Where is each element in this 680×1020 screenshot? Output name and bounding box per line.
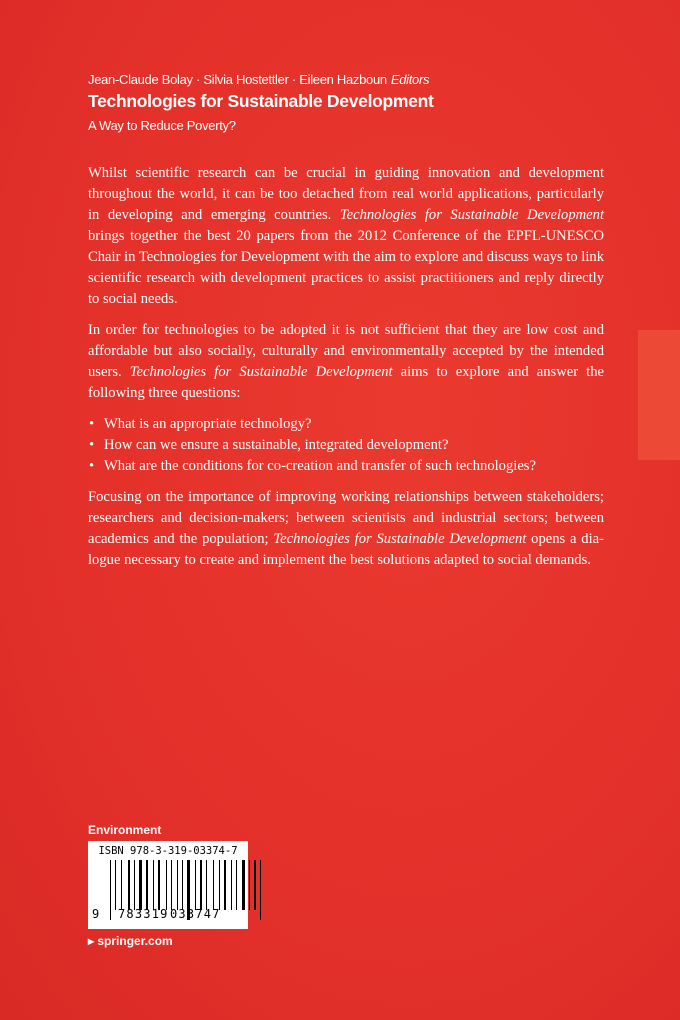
barcode-bar — [204, 860, 205, 910]
book-subtitle: A Way to Reduce Poverty? — [88, 118, 236, 133]
barcode-bar — [254, 860, 256, 910]
barcode-bar — [260, 860, 261, 920]
category-label: Environment — [88, 823, 162, 837]
barcode-bar — [192, 860, 194, 910]
barcode-digits-left: 783319 — [118, 907, 169, 921]
barcode-bar — [110, 860, 111, 920]
barcode-bar — [132, 860, 133, 910]
paragraph-3 — [88, 487, 604, 571]
barcode-bar — [247, 860, 248, 910]
list-item: • What is an appropriate technology? — [104, 414, 604, 435]
barcode-bar — [222, 860, 223, 910]
blurb — [88, 163, 604, 581]
text-italic: Technologies for Sustainable Development — [339, 207, 605, 223]
barcode-bar — [166, 860, 167, 910]
barcode-bar — [258, 860, 259, 910]
barcode-bar — [121, 860, 122, 910]
list-item: • How can we ensure a sustainable, integrated development? — [104, 435, 604, 456]
text: Focusing on the importance of improving working relationships between stakeholders; researchers and decision-makers; between scientists and industrial sectors; between academics and the population; — [88, 489, 604, 547]
barcode-bar — [239, 860, 241, 910]
barcode-bar — [195, 860, 196, 910]
barcode-bar — [182, 860, 183, 910]
barcode-bar — [216, 860, 218, 910]
barcode-bar — [156, 860, 157, 910]
text: opens a dialogue necessary to create and implement the best solutions adapted to social demands. — [88, 531, 605, 568]
barcode — [88, 841, 248, 929]
barcode-bar — [200, 860, 202, 910]
spine-tab — [638, 330, 680, 460]
barcode-bar — [169, 860, 170, 910]
barcode-bar — [144, 860, 145, 910]
text: aims to explore and answer the following three questions: — [88, 364, 605, 401]
isbn-text: ISBN 978-3-319-03374-7 — [98, 845, 238, 857]
list-item: • What are the conditions for co-creation and transfer of such technologies? — [104, 456, 604, 477]
barcode-bar — [236, 860, 237, 910]
barcode-bar — [224, 860, 226, 910]
text-italic: Technologies for Sustainable Development — [273, 531, 527, 547]
barcode-bar — [174, 860, 176, 910]
barcode-bar — [153, 860, 154, 910]
barcode-bar — [209, 860, 212, 910]
barcode-digit-first: 9 — [92, 907, 100, 921]
barcode-bar — [219, 860, 220, 910]
text: brings together the best 20 papers from the 2012 Conference of the EPFL-UNESCO Chair in Technologies for Development with the aim to explore and discuss ways to link scientific research with development practices to assist practitioners and reply directly to social needs. — [88, 228, 604, 307]
editors — [88, 72, 434, 87]
text: Whilst scientific research can be crucial in guiding innovation and development throughout the world, it can be too detached from real world applications, particularly in developing and emerging countries. — [88, 165, 604, 223]
barcode-bar — [128, 860, 130, 910]
book-title: Technologies for Sustainable Development — [88, 91, 434, 111]
barcode-bar — [206, 860, 207, 910]
barcode-bar — [249, 860, 250, 910]
barcode-bar — [242, 860, 245, 910]
barcode-bar — [118, 860, 120, 910]
barcode-bar — [150, 860, 152, 910]
barcode-bar — [198, 860, 199, 910]
barcode-bar — [213, 860, 214, 910]
barcode-bar — [162, 860, 165, 910]
barcode-bar — [139, 860, 142, 910]
barcode-bar — [146, 860, 148, 910]
barcode-bar — [137, 860, 138, 910]
question-list — [88, 414, 604, 477]
barcode-bar — [171, 860, 172, 910]
editors-names: Jean-Claude Bolay · Silvia Hostettler · Eileen Hazboun — [88, 72, 387, 87]
paragraph-1 — [88, 163, 604, 310]
text: In order for technologies to be adopted it is not sufficient that they are low cost and affordable but also socially, culturally and environmentally accepted by the intended users. — [88, 322, 604, 380]
barcode-bar — [263, 860, 264, 920]
editors-role: Editors — [390, 72, 430, 87]
barcode-bar — [231, 860, 232, 910]
barcode-bar — [115, 860, 116, 910]
barcode-bar — [177, 860, 178, 910]
barcode-bar — [180, 860, 181, 910]
barcode-bar — [124, 860, 127, 910]
barcode-bar — [134, 860, 135, 910]
barcode-bar — [113, 860, 114, 920]
barcode-bar — [234, 860, 235, 910]
springer-link[interactable]: ▸ springer.com — [88, 934, 173, 948]
barcode-digits-right: 033747 — [170, 907, 221, 921]
barcode-bar — [158, 860, 160, 910]
paragraph-2 — [88, 320, 604, 404]
barcode-bar — [228, 860, 230, 910]
cover-header — [88, 72, 434, 133]
text-italic: Technologies for Sustainable Development — [129, 364, 393, 380]
barcode-bar — [252, 860, 253, 910]
